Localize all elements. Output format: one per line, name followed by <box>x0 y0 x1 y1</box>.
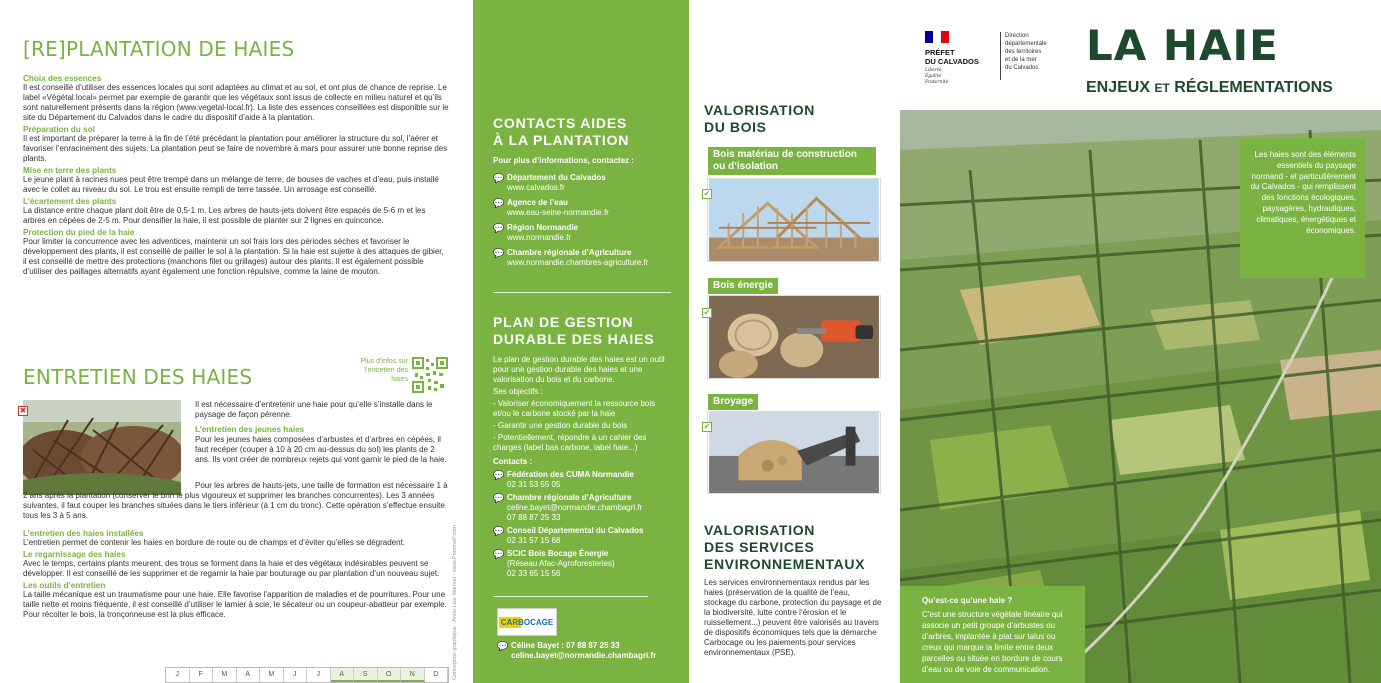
panel-plantation-entretien <box>0 0 465 683</box>
plan-block <box>493 314 673 579</box>
month-calendar <box>165 667 449 683</box>
panel-cover <box>900 0 1381 683</box>
plan-contact-detail: 02 31 57 15 68 <box>507 536 561 545</box>
subtitle-enjeux: ENJEUX <box>1086 79 1151 96</box>
services-text: Les services environnementaux rendus par les haies (préservation de la qualité de l’eau, stockage du carbone, protection du paysage et de la biodiversité, lutte contre l’érosion et le ruissellement...) peuvent être valorisés au travers de dispositifs économiques tels que la démarche Carbocage ou les paiements pour services environnementaux (PSE). <box>704 578 882 657</box>
prefet-line-2: DU CALVADOS <box>925 57 979 66</box>
entretien-title: ENTRETIEN DES HAIES <box>23 365 253 389</box>
plan-contact-name: Fédération des CUMA Normandie <box>507 470 634 479</box>
chat-bubble-icon: 💬 <box>493 470 505 480</box>
contact-url[interactable]: www.calvados.fr <box>507 183 565 192</box>
contacts-block <box>493 115 673 268</box>
jeunes-haies-text: Pour les jeunes haies composées d’arbustes et d’arbres en cépées, il faut recéper (couper à 10 à 20 cm au-dessus du sol) les plants de 2 ans. Ils vont créer de nombreux rejets qui vont garnir le pied de la haie. <box>195 435 447 464</box>
plan-contact[interactable] <box>493 493 673 523</box>
section-title: L’entretien des haies installées <box>23 529 144 538</box>
section-title: Choix des essences <box>23 74 102 83</box>
subtitle-reglementations: RÉGLEMENTATIONS <box>1174 79 1333 96</box>
contact-item[interactable] <box>493 198 673 218</box>
contacts-intro: Pour plus d’informations, contactez : <box>493 156 634 165</box>
divider <box>493 596 648 597</box>
objectives-title: Ses objectifs : <box>493 387 543 396</box>
month-cell: O <box>378 668 402 682</box>
intro-text: Les haies sont des éléments essentiels du paysage normand - et particulièrement du Calvados - qui remplissent des fonctions écologiques, paysagères, hydrauliques, climatiques, énergétiques et économiques. <box>1250 150 1356 235</box>
chat-bubble-icon: 💬 <box>497 641 509 651</box>
section-text: Le jeune plant à racines nues peut être trempé dans un mélange de terre, de bouses de vaches et d’eau, puis installé avec le collet au niveau du sol. Le trou est ensuite rempli de terre tassée. Un arrosage est conseillé. <box>23 175 439 194</box>
plan-contact-detail: 02 31 53 55 05 <box>507 480 561 489</box>
section-title: Préparation du sol <box>23 125 95 134</box>
motto-1: Liberté <box>925 68 942 73</box>
chat-bubble-icon: 💬 <box>493 493 505 503</box>
plan-contact-name: SCIC Bois Bocage Énergie <box>507 549 609 558</box>
chat-bubble-icon: 💬 <box>493 526 505 536</box>
plan-title-1: PLAN DE GESTION <box>493 314 634 330</box>
month-cell: J <box>284 668 308 682</box>
contact-item[interactable] <box>493 248 673 268</box>
divider <box>493 292 671 293</box>
checkmark-icon: ✔ <box>703 308 711 317</box>
plan-contact-detail: (Réseau Afac-Agroforesteries) <box>507 559 615 568</box>
entretien-sections <box>23 527 449 620</box>
qr-code-icon[interactable] <box>412 357 448 393</box>
motto-3: Fraternité <box>925 80 949 85</box>
month-cell: N <box>401 668 425 682</box>
chat-bubble-icon: 💬 <box>493 549 505 559</box>
month-cell: J <box>307 668 331 682</box>
plan-contact-phone: 02 33 65 15 56 <box>507 569 561 578</box>
chat-bubble-icon: 💬 <box>493 223 505 233</box>
section-title: Les outils d’entretien <box>23 581 106 590</box>
month-cell: A <box>237 668 261 682</box>
plan-contact-name: Chambre régionale d’Agriculture <box>507 493 632 502</box>
plan-title-2: DURABLE DES HAIES <box>493 331 655 347</box>
replantation-sections <box>23 72 449 277</box>
contact-item[interactable] <box>493 173 673 193</box>
carbocage-contact-name: Céline Bayet : 07 88 87 25 33 <box>511 641 620 650</box>
section-title: Mise en terre des plants <box>23 166 117 175</box>
prefet-line-1: PRÉFET <box>925 48 955 57</box>
plan-contact[interactable] <box>493 470 673 490</box>
services-title-1: VALORISATION <box>704 522 815 538</box>
contacts-title-2: À LA PLANTATION <box>493 132 630 148</box>
plan-contact[interactable] <box>493 549 673 579</box>
chat-bubble-icon: 💬 <box>493 173 505 183</box>
direction-block <box>1005 32 1047 72</box>
bois-energie-label: Bois énergie <box>708 278 778 294</box>
carbocage-logo <box>497 608 557 636</box>
design-credit: Conception graphique : Anne-Lise Marmet - www.PommeP.com <box>452 525 458 680</box>
section-text: La distance entre chaque plant doit être de 0,5-1 m. Les arbres de hauts-jets doivent être espacés de 5-6 m et les arbres en cépées de 2-5 m. Pour densifier la haie, il est possible de planter sur 2 lignes en quinconce. <box>23 206 426 225</box>
section-text: L’entretien permet de contenir les haies en bordure de route ou de champs et d’éviter qu’elles se dégradent. <box>23 538 406 547</box>
definition-box <box>900 586 1085 683</box>
plan-contact[interactable] <box>493 526 673 546</box>
month-cell: A <box>331 668 355 682</box>
construction-photo <box>707 178 881 262</box>
broyage-label: Broyage <box>708 394 758 410</box>
section-title: Le regarnissage des haies <box>23 550 126 559</box>
cover-subtitle <box>1086 79 1333 97</box>
section-title: Protection du pied de la haie <box>23 228 135 237</box>
section-title: L’écartement des plants <box>23 197 117 206</box>
broyage-photo <box>707 411 881 494</box>
contact-url[interactable]: www.eau-seine-normandie.fr <box>507 208 609 217</box>
bois-construction-label: Bois matériau de construction ou d’isolation <box>708 147 876 175</box>
contact-url[interactable]: www.normandie.chambres-agriculture.fr <box>507 258 649 267</box>
hauts-jets-text: Pour les arbres de hauts-jets, une taille de formation est nécessaire 1 à 2 ans après la plantation (conserver le brin le plus vigoureux et supprimer les branches concurrentes). Les 3 années suivantes, il faut couper les branches situées dans le tiers inférieur (à 1 cm du tronc). Cette opération s’effectue ensuite tous les 3 à 5 ans. <box>23 481 448 520</box>
bois-title-1: VALORISATION <box>704 102 815 118</box>
services-title-block <box>704 522 865 573</box>
intro-green-box <box>1240 138 1365 278</box>
panel-contacts <box>473 0 689 683</box>
plan-contacts-title: Contacts : <box>493 457 533 466</box>
contact-name: Agence de l’eau <box>507 198 568 207</box>
motto-2: Égalité <box>925 74 942 79</box>
prefet-logo <box>925 30 995 86</box>
objective-item: - Garantir une gestion durable du bois <box>493 421 628 430</box>
plan-contact-phone: 07 88 87 25 33 <box>507 513 561 522</box>
bois-title-block <box>704 102 815 136</box>
contact-url[interactable]: www.normandie.fr <box>507 233 572 242</box>
marianne-flag-icon <box>925 31 949 43</box>
carbocage-contact-email[interactable]: celine.bayet@normandie.chambagri.fr <box>511 651 657 660</box>
section-text: Pour limiter la concurrence avec les adventices, maintenir un sol frais lors des périodes sèches et favoriser le développement des plants, il est conseillé de pailler le sol à la plantation. Si la haie est sujette à des attaques de gibier, il est conseillé de mettre des protections (manchons filet ou grillages) autour des plants. Il est également possible d’utiliser des paillages alternatifs ayant également une fonction répulsive, comme la laine de mouton. <box>23 237 444 276</box>
bois-title-2: DU BOIS <box>704 119 767 135</box>
month-cell: M <box>260 668 284 682</box>
jeunes-haies-title: L’entretien des jeunes haies <box>195 425 305 434</box>
plan-contact-detail[interactable]: celine.bayet@normandie.chambagri.fr <box>507 503 643 512</box>
replantation-title: [RE]PLANTATION DE HAIES <box>23 37 295 61</box>
direction-line: Direction <box>1005 33 1029 39</box>
direction-line: du Calvados <box>1005 65 1039 71</box>
contact-name: Département du Calvados <box>507 173 606 182</box>
entretien-intro: Il est nécessaire d’entretenir une haie pour qu’elle s’installe dans le paysage de façon pérenne. <box>195 400 433 419</box>
subtitle-et: ET <box>1154 81 1170 95</box>
month-cell: S <box>354 668 378 682</box>
objective-item: - Potentiellement, répondre à un cahier des charges (label bas carbone, label haie...) <box>493 433 647 452</box>
direction-line: des territoires <box>1005 49 1042 55</box>
chat-bubble-icon: 💬 <box>493 198 505 208</box>
carbocage-logo-text: CARBOCAGE <box>500 617 554 627</box>
month-cell: F <box>190 668 214 682</box>
definition-title: Qu’est-ce qu’une haie ? <box>922 596 1013 605</box>
chat-bubble-icon: 💬 <box>493 248 505 258</box>
checkmark-icon: ✔ <box>703 189 711 198</box>
contacts-title-1: CONTACTS AIDES <box>493 115 628 131</box>
month-cell: M <box>213 668 237 682</box>
definition-text: C’est une structure végétale linéaire qui associe un petit groupe d’arbustes ou d’arbres, implantée à plat sur talus ou creux qui marque la limite entre deux parcelles ou située en bordure de cours d’eau ou de voie de communication. <box>922 610 1063 674</box>
checkmark-icon: ✔ <box>703 422 711 431</box>
contact-name: Région Normandie <box>507 223 579 232</box>
bois-energie-photo <box>707 295 881 379</box>
month-cell: J <box>166 668 190 682</box>
section-text: Il est conseillé d’utiliser des essences locales qui sont adaptées au climat et au sol, et ont plus de chance de reprise. Le label «Végétal local» permet par exemple de garantir que les végétaux sont issus de collecte en milieu naturel et qu’ils sont naturellement présents dans la région (www.vegetal-local.fr). La liste des essences conseillées est disponible sur le site du Département du Calvados dans le cadre du dispositif d’aide à la plantation. <box>23 83 449 122</box>
contact-item[interactable] <box>493 223 673 243</box>
direction-line: départementale <box>1005 41 1047 47</box>
direction-line: et de la mer <box>1005 57 1037 63</box>
month-cell: D <box>425 668 449 682</box>
section-text: Il est important de préparer la terre à la fin de l’été précédant la plantation pour améliorer la structure du sol, l’aérer et favoriser l’enracinement des sujets. La plantation peut se faire de novembre à mars pour assurer une bonne reprise des plants. <box>23 134 448 163</box>
close-icon: ✖ <box>19 406 27 415</box>
plan-intro: Le plan de gestion durable des haies est un outil pour une gestion durable des haies et une valorisation du bois et du carbone. <box>493 355 665 384</box>
cover-title: LA HAIE <box>1086 21 1279 70</box>
logo-divider <box>1000 32 1001 80</box>
section-text: La taille mécanique est un traumatisme pour une haie. Elle favorise l’apparition de maladies et de pourritures. Pour une taille nette et moins fréquente, il est conseillé d’utiliser le lamier à scie, le sécateur ou un coupeur-abatteur par exemple. Pour récolter le bois, la tronçonneuse est la plus efficace. <box>23 590 447 619</box>
carbocage-contact[interactable] <box>497 641 682 661</box>
services-title-2: DES SERVICES <box>704 539 815 555</box>
section-text: Avec le temps, certains plants meurent, des trous se forment dans la haie et des végétaux indésirables peuvent se développer. Il est conseillé de les supprimer et de regarnir la haie par bouturage ou par plantation d’un nouveau sujet. <box>23 559 440 578</box>
services-title-3: ENVIRONNEMENTAUX <box>704 556 866 572</box>
plan-contact-name: Conseil Départemental du Calvados <box>507 526 644 535</box>
objective-item: - Valoriser économiquement la ressource bois et/ou le carbone stocké par la haie <box>493 399 656 418</box>
qr-note: Plus d’infos sur l’entretien des haies <box>360 358 408 383</box>
contact-name: Chambre régionale d’Agriculture <box>507 248 632 257</box>
